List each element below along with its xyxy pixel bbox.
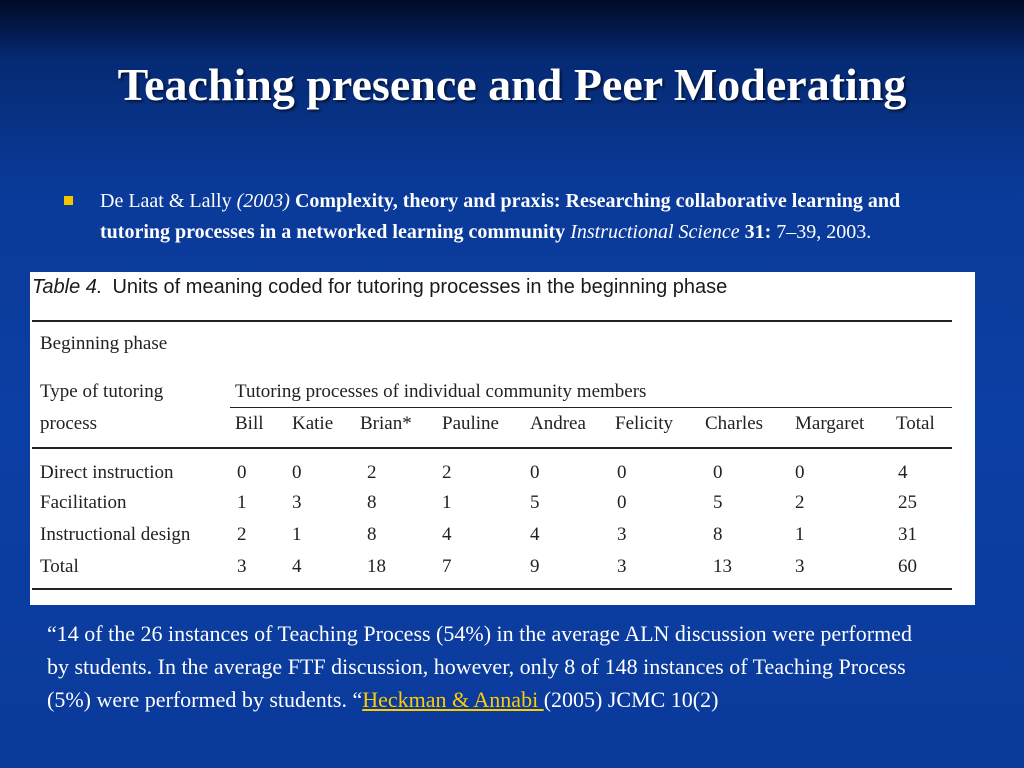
reference-volume: 31: bbox=[739, 221, 772, 243]
table-cell: 8 bbox=[713, 524, 723, 545]
table-cell: 13 bbox=[713, 556, 732, 577]
table-cell: 60 bbox=[898, 556, 917, 577]
column-header: Felicity bbox=[615, 413, 674, 434]
column-header: Margaret bbox=[795, 413, 865, 434]
table-row-label: Instructional design bbox=[40, 524, 191, 545]
table-cell: 4 bbox=[442, 524, 452, 545]
table-cell: 0 bbox=[617, 492, 627, 513]
table-caption-number: Table 4. bbox=[32, 276, 103, 298]
table-row-label: Direct instruction bbox=[40, 462, 174, 483]
table-cell: 0 bbox=[530, 462, 540, 483]
table-cell: 0 bbox=[795, 462, 805, 483]
reference-pages: 7–39, 2003. bbox=[771, 221, 872, 243]
reference-text bbox=[100, 186, 960, 248]
table-cell: 0 bbox=[713, 462, 723, 483]
reference-bullet bbox=[60, 186, 960, 248]
table-cell: 1 bbox=[442, 492, 452, 513]
table-cell: 4 bbox=[530, 524, 540, 545]
bullet-square-icon bbox=[64, 196, 73, 205]
column-header: Andrea bbox=[530, 413, 586, 434]
table-cell: 4 bbox=[292, 556, 302, 577]
table-cell: 0 bbox=[292, 462, 302, 483]
table-cell: 5 bbox=[713, 492, 723, 513]
table-cell: 4 bbox=[898, 462, 908, 483]
reference-title: Complexity, theory and praxis: Researching collaborative learning and tutoring processes in a networked learning community bbox=[100, 190, 901, 243]
table-cell: 8 bbox=[367, 524, 377, 545]
table-cell: 9 bbox=[530, 556, 540, 577]
table-cell: 3 bbox=[237, 556, 247, 577]
table-cell: 1 bbox=[292, 524, 302, 545]
table-cell: 1 bbox=[237, 492, 247, 513]
table-cell: 8 bbox=[367, 492, 377, 513]
table-cell: 2 bbox=[442, 462, 452, 483]
table-bottom-rule bbox=[32, 588, 952, 590]
table-cell: 3 bbox=[795, 556, 805, 577]
table-type-label-2: process bbox=[40, 413, 97, 434]
table-row-label: Facilitation bbox=[40, 492, 127, 513]
table-caption bbox=[32, 276, 727, 299]
reference-authors: De Laat & Lally bbox=[100, 190, 237, 212]
table-cell: 1 bbox=[795, 524, 805, 545]
reference-year: (2003) bbox=[236, 190, 290, 212]
column-header: Brian* bbox=[360, 413, 412, 434]
table-image bbox=[30, 272, 975, 605]
column-header: Katie bbox=[292, 413, 334, 434]
table-cell: 0 bbox=[237, 462, 247, 483]
table-cell: 2 bbox=[237, 524, 247, 545]
table-cell: 18 bbox=[367, 556, 386, 577]
column-header: Total bbox=[896, 413, 935, 434]
table-cell: 3 bbox=[617, 524, 627, 545]
table-group-header: Tutoring processes of individual community members bbox=[235, 381, 647, 402]
table-cell: 3 bbox=[617, 556, 627, 577]
quote-paragraph bbox=[47, 617, 927, 716]
table-group-rule bbox=[230, 407, 952, 408]
table-cell: 31 bbox=[898, 524, 917, 545]
column-header: Bill bbox=[235, 413, 264, 434]
table-cell: 25 bbox=[898, 492, 917, 513]
table-phase-label: Beginning phase bbox=[40, 333, 168, 354]
table-type-label-1: Type of tutoring bbox=[40, 381, 164, 402]
citation-link[interactable]: Heckman & Annabi bbox=[362, 687, 544, 712]
table-cell: 3 bbox=[292, 492, 302, 513]
table-cell: 0 bbox=[617, 462, 627, 483]
table-caption-text: Units of meaning coded for tutoring processes in the beginning phase bbox=[112, 276, 728, 298]
table-cell: 7 bbox=[442, 556, 452, 577]
table-row-label: Total bbox=[40, 556, 79, 577]
table-header-rule bbox=[32, 447, 952, 449]
column-header: Pauline bbox=[442, 413, 499, 434]
slide-title: Teaching presence and Peer Moderating bbox=[117, 59, 907, 110]
reference-journal: Instructional Science bbox=[570, 221, 740, 243]
table-cell: 5 bbox=[530, 492, 540, 513]
quote-citation-tail: (2005) JCMC 10(2) bbox=[543, 687, 719, 712]
column-header: Charles bbox=[705, 413, 764, 434]
quote-text: “14 of the 26 instances of Teaching Process (54%) in the average ALN discussion were performed by students. In the average FTF discussion, however, only 8 of 148 instances of Teaching Process (5%) were performed by students. “ bbox=[47, 621, 912, 712]
table-cell: 2 bbox=[795, 492, 805, 513]
table-cell: 2 bbox=[367, 462, 377, 483]
table-top-rule bbox=[32, 320, 952, 322]
